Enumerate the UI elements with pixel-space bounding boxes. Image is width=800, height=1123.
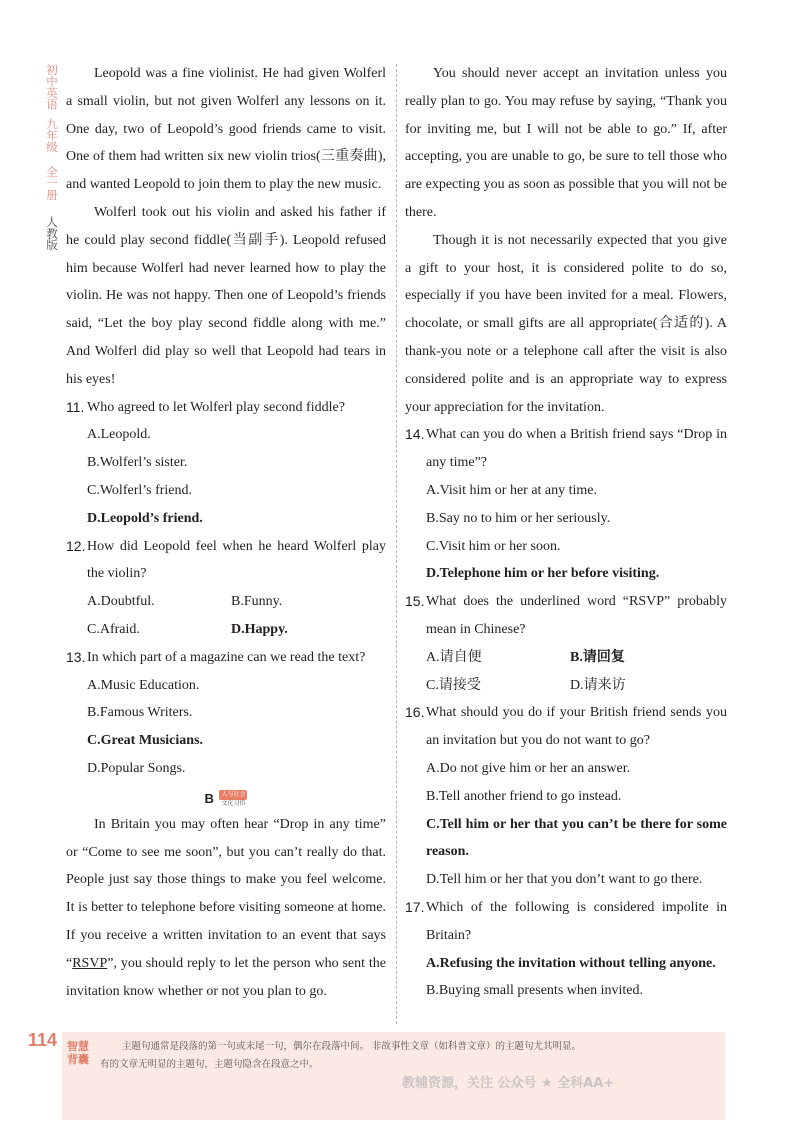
question-number: 15. xyxy=(405,593,425,610)
question-number: 17. xyxy=(405,898,425,915)
q13-option-c-answer: C.Great Musicians. xyxy=(87,733,204,749)
question-16 xyxy=(405,699,727,755)
side-label-volume: 全一册 xyxy=(45,166,59,201)
q17-option-a-answer: A.Refusing the invitation without telling anyone. xyxy=(426,955,716,971)
q13-option-b: B.Famous Writers. xyxy=(87,705,193,721)
q15-option-b-answer: B.请回复 xyxy=(570,649,625,665)
q11-option-c: C.Wolferl’s friend. xyxy=(87,482,193,498)
question-12 xyxy=(66,533,386,589)
tip-line-1: 主题句通常是段落的第一句或末尾一句，偶尔在段落中间。 非故事性文章（如科普文章）的主题句尤其明显。 xyxy=(122,1041,582,1052)
section-b-marker xyxy=(66,785,386,813)
right-column xyxy=(405,60,727,1005)
side-label-publisher: 人教版 xyxy=(45,216,59,251)
passage-b-text-start: In Britain you may often hear “Drop in any time” or “Come to see me soon”, but you can’t really do that. People just say those things to make you feel welcome. It is better to telephone before visiting someone at home. If you receive a written invitation to an event that says “ xyxy=(66,816,386,971)
question-11 xyxy=(66,394,386,422)
side-label-level: 初中英语 xyxy=(45,64,59,110)
q16-option-d: D.Tell him or her that you don’t want to go there. xyxy=(426,872,703,888)
tip-badge: 智慧背囊 xyxy=(67,1040,89,1066)
question-text: What can you do when a British friend says “Drop in any time”? xyxy=(426,427,727,471)
q13-option-a: A.Music Education. xyxy=(87,677,200,693)
q16-option-a: A.Do not give him or her an answer. xyxy=(426,760,631,776)
question-number: 13. xyxy=(66,648,86,665)
section-letter: B xyxy=(204,790,214,806)
q12-option-c: C.Afraid. xyxy=(87,621,140,637)
question-13 xyxy=(66,644,386,672)
q15-options-row-1 xyxy=(405,644,727,672)
section-theme-tag xyxy=(219,790,247,808)
q14-option-d-answer: D.Telephone him or her before visiting. xyxy=(426,566,660,582)
q11-option-a: A.Leopold. xyxy=(87,427,151,443)
q14-option-c: C.Visit him or her soon. xyxy=(426,538,561,554)
q13-option-d: D.Popular Songs. xyxy=(87,760,186,776)
tip-text xyxy=(100,1038,718,1074)
section-theme-top: 人与社会 xyxy=(221,790,246,798)
q11-option-d-answer: D.Leopold’s friend. xyxy=(87,510,203,526)
passage-b-paragraph-3: Though it is not necessarily expected that you give a gift to your host, it is considered polite to do so, especially if you have been invited for a meal. Flowers, chocolate, or small gifts are all appropriate(合适的). A thank-you note or a telephone call after the visit is also considered polite and is an appropriate way to express your appreciation for the invitation. xyxy=(405,232,727,415)
passage-b-paragraph-1 xyxy=(66,811,386,1006)
tip-line-2: 有的文章无明显的主题句，主题句隐含在段意之中。 xyxy=(100,1059,319,1070)
q15-option-a: A.请自便 xyxy=(426,649,482,665)
question-15 xyxy=(405,588,727,644)
underlined-word-rsvp: RSVP xyxy=(72,955,108,971)
passage-b-paragraph-2: You should never accept an invitation unless you really plan to go. You may refuse by saying, “Thank you for inviting me, but I will not be able to go.” If, after accepting, you are unable to go, be sure to tell those who are expecting you as soon as possible that you will not be there. xyxy=(405,66,727,220)
question-text: Who agreed to let Wolferl play second fiddle? xyxy=(87,399,345,415)
q11-option-b: B.Wolferl’s sister. xyxy=(87,455,188,471)
question-text: What does the underlined word “RSVP” probably mean in Chinese? xyxy=(426,594,727,637)
q15-option-c: C.请接受 xyxy=(426,677,481,693)
q14-option-a: A.Visit him or her at any time. xyxy=(426,482,598,498)
question-14 xyxy=(405,421,727,477)
q12-options-row-2 xyxy=(66,616,386,644)
section-theme-bottom: 文化习俗 xyxy=(221,799,246,807)
passage-b-text-end: ”, you should reply to let the person who sent the invitation know whether or not you plan to go. xyxy=(66,955,386,999)
q15-options-row-2 xyxy=(405,672,727,700)
q16-option-b: B.Tell another friend to go instead. xyxy=(426,788,622,804)
question-text: In which part of a magazine can we read the text? xyxy=(87,649,366,665)
side-label-grade: 九年级 xyxy=(45,118,59,153)
q12-option-d-answer: D.Happy. xyxy=(231,621,288,637)
passage-a-paragraph-1: Leopold was a fine violinist. He had given Wolferl a small violin, but not given Wolferl any lessons on it. One day, two of Leopold’s good friends came to visit. One of them had written six new violin trios(三重奏曲), and wanted Leopold to join them to play the new music. xyxy=(66,66,386,193)
q17-option-b: B.Buying small presents when invited. xyxy=(426,983,643,999)
q12-option-b: B.Funny. xyxy=(231,594,283,610)
question-number: 16. xyxy=(405,704,425,721)
q15-option-d: D.请来访 xyxy=(570,677,626,693)
question-text: How did Leopold feel when he heard Wolferl play the violin? xyxy=(87,538,386,582)
question-number: 12. xyxy=(66,537,86,554)
q14-option-b: B.Say no to him or her seriously. xyxy=(426,510,611,526)
left-column xyxy=(66,60,386,1005)
q12-option-a: A.Doubtful. xyxy=(87,594,155,610)
page-number: 114 xyxy=(28,1030,58,1050)
q12-options-row-1 xyxy=(66,588,386,616)
passage-a-paragraph-2: Wolferl took out his violin and asked his father if he could play second fiddle(当副手). Leopold refused him because Wolferl had never learned how to play the violin. He was not happy. Then one of Leopold’s friends said, “Let the boy play second fiddle along with me.” And Wolferl did play so well that Leopold had tears in his eyes! xyxy=(66,204,386,387)
column-divider xyxy=(396,64,397,1024)
question-number: 11. xyxy=(66,398,85,415)
q16-option-c-answer: C.Tell him or her that you can’t be there for some reason. xyxy=(426,816,727,860)
question-17 xyxy=(405,894,727,950)
question-text: What should you do if your British friend sends you an invitation but you do not want to go? xyxy=(426,705,727,749)
watermark: 教辅资源，关注 公众号 ★ 全科AA+ xyxy=(402,1076,615,1091)
question-text: Which of the following is considered impolite in Britain? xyxy=(426,899,727,943)
question-number: 14. xyxy=(405,426,425,443)
